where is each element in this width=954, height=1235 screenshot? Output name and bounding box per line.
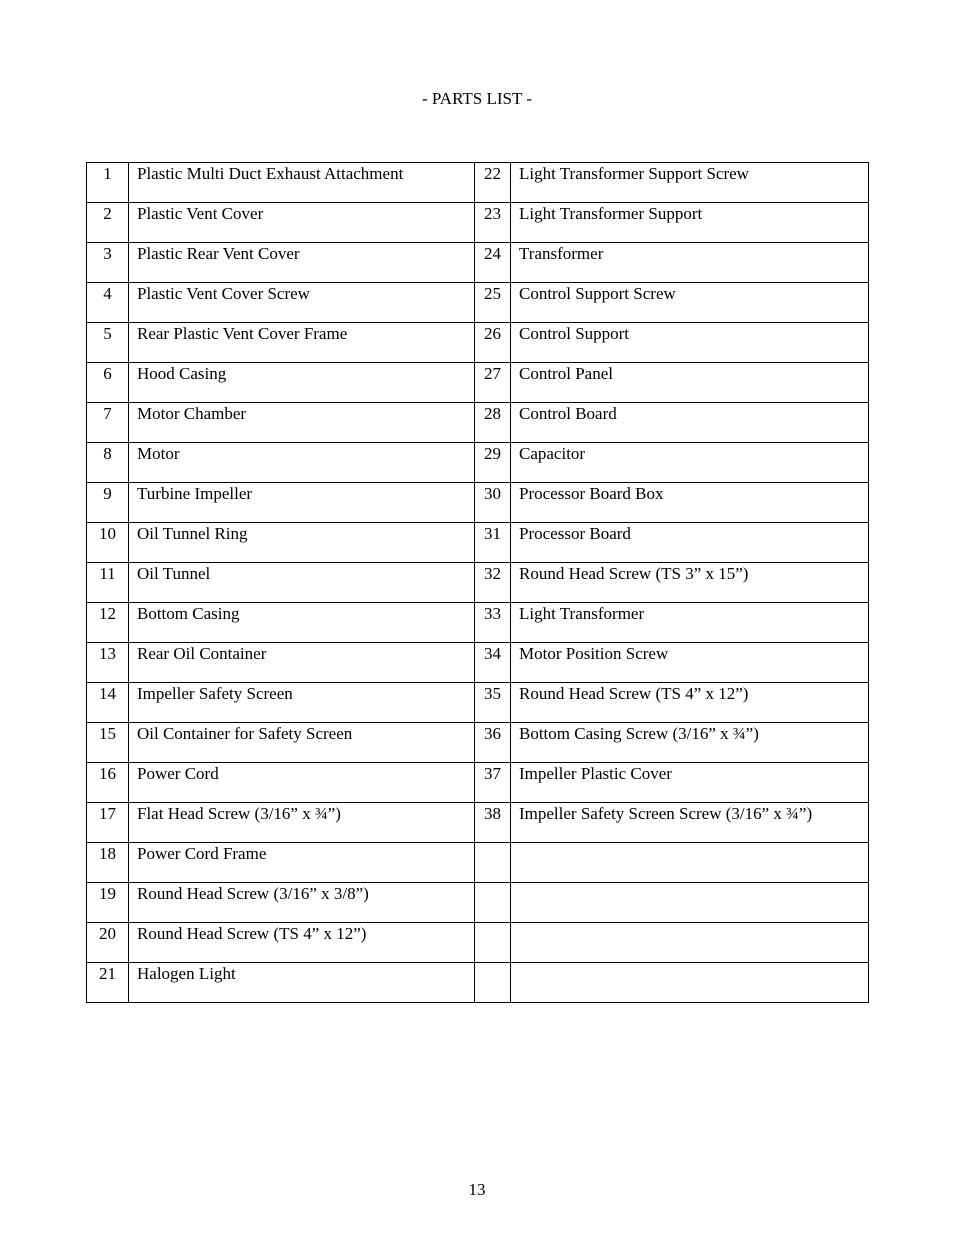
part-name-cell xyxy=(511,843,869,883)
part-number-cell: 31 xyxy=(475,523,511,563)
part-number-cell: 30 xyxy=(475,483,511,523)
part-number-cell: 23 xyxy=(475,203,511,243)
part-name-cell: Round Head Screw (TS 3” x 15”) xyxy=(511,563,869,603)
table-row xyxy=(87,323,869,363)
table-row xyxy=(87,923,869,963)
table-row xyxy=(87,203,869,243)
table-row xyxy=(87,883,869,923)
part-name-cell: Bottom Casing Screw (3/16” x ¾”) xyxy=(511,723,869,763)
table-row xyxy=(87,643,869,683)
part-name-cell: Impeller Safety Screen Screw (3/16” x ¾”) xyxy=(511,803,869,843)
part-name-cell: Plastic Rear Vent Cover xyxy=(129,243,475,283)
part-name-cell: Motor Chamber xyxy=(129,403,475,443)
part-number-cell: 29 xyxy=(475,443,511,483)
part-number-cell: 35 xyxy=(475,683,511,723)
part-name-cell: Control Board xyxy=(511,403,869,443)
part-number-cell: 10 xyxy=(87,523,129,563)
part-name-cell: Turbine Impeller xyxy=(129,483,475,523)
part-number-cell: 1 xyxy=(87,163,129,203)
part-number-cell: 14 xyxy=(87,683,129,723)
part-name-cell: Oil Container for Safety Screen xyxy=(129,723,475,763)
page-title: - PARTS LIST - xyxy=(422,89,532,108)
part-number-cell xyxy=(475,883,511,923)
part-name-cell: Processor Board xyxy=(511,523,869,563)
part-name-cell xyxy=(511,963,869,1003)
part-number-cell: 8 xyxy=(87,443,129,483)
part-name-cell: Plastic Vent Cover xyxy=(129,203,475,243)
part-name-cell xyxy=(511,923,869,963)
part-number-cell: 13 xyxy=(87,643,129,683)
part-number-cell: 4 xyxy=(87,283,129,323)
part-name-cell: Hood Casing xyxy=(129,363,475,403)
table-row xyxy=(87,563,869,603)
part-number-cell: 37 xyxy=(475,763,511,803)
part-number-cell xyxy=(475,963,511,1003)
part-name-cell: Light Transformer Support xyxy=(511,203,869,243)
table-row xyxy=(87,603,869,643)
part-number-cell: 28 xyxy=(475,403,511,443)
part-name-cell: Plastic Vent Cover Screw xyxy=(129,283,475,323)
table-row xyxy=(87,803,869,843)
part-number-cell: 16 xyxy=(87,763,129,803)
part-name-cell: Round Head Screw (3/16” x 3/8”) xyxy=(129,883,475,923)
table-row xyxy=(87,963,869,1003)
part-name-cell: Oil Tunnel Ring xyxy=(129,523,475,563)
table-row xyxy=(87,723,869,763)
table-row xyxy=(87,243,869,283)
part-name-cell: Rear Oil Container xyxy=(129,643,475,683)
part-number-cell: 12 xyxy=(87,603,129,643)
part-number-cell: 24 xyxy=(475,243,511,283)
part-number-cell: 9 xyxy=(87,483,129,523)
part-name-cell: Motor Position Screw xyxy=(511,643,869,683)
part-name-cell: Oil Tunnel xyxy=(129,563,475,603)
part-number-cell: 7 xyxy=(87,403,129,443)
part-name-cell: Bottom Casing xyxy=(129,603,475,643)
part-number-cell: 21 xyxy=(87,963,129,1003)
part-name-cell: Round Head Screw (TS 4” x 12”) xyxy=(511,683,869,723)
part-number-cell: 33 xyxy=(475,603,511,643)
table-row xyxy=(87,363,869,403)
part-number-cell: 11 xyxy=(87,563,129,603)
table-row xyxy=(87,443,869,483)
table-row xyxy=(87,843,869,883)
part-number-cell: 25 xyxy=(475,283,511,323)
part-number-cell xyxy=(475,843,511,883)
part-name-cell: Light Transformer Support Screw xyxy=(511,163,869,203)
table-row xyxy=(87,523,869,563)
part-number-cell: 34 xyxy=(475,643,511,683)
table-row xyxy=(87,283,869,323)
parts-table xyxy=(86,162,869,1003)
part-number-cell: 22 xyxy=(475,163,511,203)
table-row xyxy=(87,683,869,723)
part-name-cell: Power Cord xyxy=(129,763,475,803)
part-name-cell: Control Support xyxy=(511,323,869,363)
parts-table-body xyxy=(87,163,869,1003)
table-row xyxy=(87,763,869,803)
part-number-cell: 5 xyxy=(87,323,129,363)
part-name-cell: Impeller Plastic Cover xyxy=(511,763,869,803)
part-name-cell: Flat Head Screw (3/16” x ¾”) xyxy=(129,803,475,843)
part-name-cell: Motor xyxy=(129,443,475,483)
part-name-cell: Halogen Light xyxy=(129,963,475,1003)
part-name-cell: Plastic Multi Duct Exhaust Attachment xyxy=(129,163,475,203)
page-number: 13 xyxy=(468,1180,486,1199)
part-number-cell xyxy=(475,923,511,963)
part-number-cell: 26 xyxy=(475,323,511,363)
part-name-cell: Rear Plastic Vent Cover Frame xyxy=(129,323,475,363)
part-number-cell: 3 xyxy=(87,243,129,283)
part-name-cell: Light Transformer xyxy=(511,603,869,643)
part-name-cell: Round Head Screw (TS 4” x 12”) xyxy=(129,923,475,963)
part-number-cell: 2 xyxy=(87,203,129,243)
part-number-cell: 15 xyxy=(87,723,129,763)
part-name-cell: Control Support Screw xyxy=(511,283,869,323)
table-row xyxy=(87,403,869,443)
part-name-cell: Control Panel xyxy=(511,363,869,403)
part-name-cell xyxy=(511,883,869,923)
part-name-cell: Impeller Safety Screen xyxy=(129,683,475,723)
part-number-cell: 18 xyxy=(87,843,129,883)
part-name-cell: Capacitor xyxy=(511,443,869,483)
part-name-cell: Transformer xyxy=(511,243,869,283)
part-number-cell: 38 xyxy=(475,803,511,843)
part-name-cell: Processor Board Box xyxy=(511,483,869,523)
part-number-cell: 27 xyxy=(475,363,511,403)
part-number-cell: 32 xyxy=(475,563,511,603)
part-name-cell: Power Cord Frame xyxy=(129,843,475,883)
part-number-cell: 20 xyxy=(87,923,129,963)
table-row xyxy=(87,483,869,523)
part-number-cell: 19 xyxy=(87,883,129,923)
part-number-cell: 36 xyxy=(475,723,511,763)
part-number-cell: 17 xyxy=(87,803,129,843)
part-number-cell: 6 xyxy=(87,363,129,403)
table-row xyxy=(87,163,869,203)
